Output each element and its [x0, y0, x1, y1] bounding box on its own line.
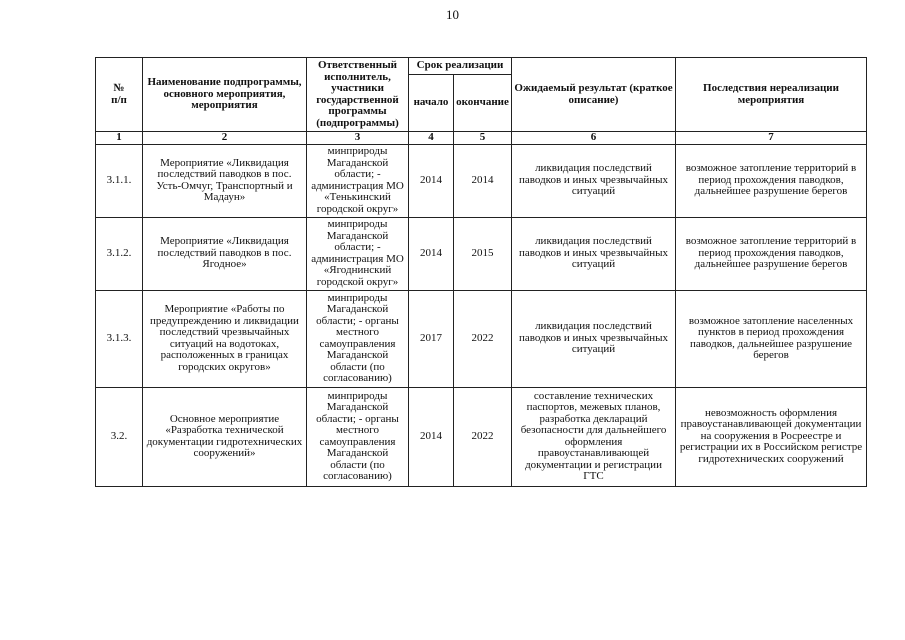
row-end: 2015: [454, 217, 512, 290]
row-executor: минприроды Магаданской области; - органы местного самоуправления Магаданской области (по согласованию): [307, 290, 409, 387]
row-name: Мероприятие «Ликвидация последствий паводков в пос. Ягодное»: [143, 217, 307, 290]
row-executor: минприроды Магаданской области; - администрация МО «Ягоднинский городской округ»: [307, 217, 409, 290]
header-consequences: Последствия нереализации мероприятия: [676, 58, 867, 132]
row-start: 2014: [409, 387, 454, 486]
table-row: [96, 290, 867, 387]
table-row: [96, 387, 867, 486]
column-number: 4: [409, 132, 454, 145]
table-row: [96, 144, 867, 217]
column-number: 6: [512, 132, 676, 145]
row-consequences: возможное затопление территорий в период прохождения паводков, дальнейшее разрушение берегов: [676, 217, 867, 290]
column-number-row: [96, 132, 867, 145]
row-name: Мероприятие «Ликвидация последствий паводков в пос. Усть-Омчуг, Транспортный и Мадаун»: [143, 144, 307, 217]
row-consequences: возможное затопление территорий в период прохождения паводков, дальнейшее разрушение берегов: [676, 144, 867, 217]
row-executor: минприроды Магаданской области; - администрация МО «Тенькинский городской округ»: [307, 144, 409, 217]
header-name: Наименование подпрограммы, основного мероприятия, мероприятия: [143, 58, 307, 132]
column-number: 1: [96, 132, 143, 145]
row-executor: минприроды Магаданской области; - органы местного самоуправления Магаданской области (по согласованию): [307, 387, 409, 486]
column-number: 7: [676, 132, 867, 145]
column-number: 5: [454, 132, 512, 145]
header-result: Ожидаемый результат (краткое описание): [512, 58, 676, 132]
header-start: начало: [409, 75, 454, 132]
row-end: 2022: [454, 290, 512, 387]
row-number: 3.1.1.: [96, 144, 143, 217]
header-num: № п/п: [96, 58, 143, 132]
row-start: 2017: [409, 290, 454, 387]
page-number: 10: [446, 7, 459, 22]
row-number: 3.1.2.: [96, 217, 143, 290]
row-name: Основное мероприятие «Разработка технической документации гидротехнических сооружений»: [143, 387, 307, 486]
row-number: 3.2.: [96, 387, 143, 486]
row-start: 2014: [409, 144, 454, 217]
row-number: 3.1.3.: [96, 290, 143, 387]
row-result: ликвидация последствий паводков и иных чрезвычайных ситуаций: [512, 290, 676, 387]
row-consequences: невозможность оформления правоустанавливающей документации на сооружения в Росреестре и регистрации их в Российском регистре гидротехнических сооружений: [676, 387, 867, 486]
header-row: [96, 58, 867, 75]
header-period: Срок реализации: [409, 58, 512, 75]
header-executor: Ответственный исполнитель, участники государственной программы (подпрограммы): [307, 58, 409, 132]
row-consequences: возможное затопление населенных пунктов в период прохождения паводков, дальнейшее разрушение берегов: [676, 290, 867, 387]
activities-table: [95, 57, 867, 487]
table-row: [96, 217, 867, 290]
row-result: составление технических паспортов, межевых планов, разработка деклараций безопасности для дальнейшего оформления правоустанавливающей документации и регистрации ГТС: [512, 387, 676, 486]
row-result: ликвидация последствий паводков и иных чрезвычайных ситуаций: [512, 217, 676, 290]
header-end: окончание: [454, 75, 512, 132]
column-number: 3: [307, 132, 409, 145]
row-start: 2014: [409, 217, 454, 290]
row-end: 2014: [454, 144, 512, 217]
row-name: Мероприятие «Работы по предупреждению и ликвидации последствий чрезвычайных ситуаций на водотоках, расположенных в границах городских округов»: [143, 290, 307, 387]
column-number: 2: [143, 132, 307, 145]
row-end: 2022: [454, 387, 512, 486]
row-result: ликвидация последствий паводков и иных чрезвычайных ситуаций: [512, 144, 676, 217]
